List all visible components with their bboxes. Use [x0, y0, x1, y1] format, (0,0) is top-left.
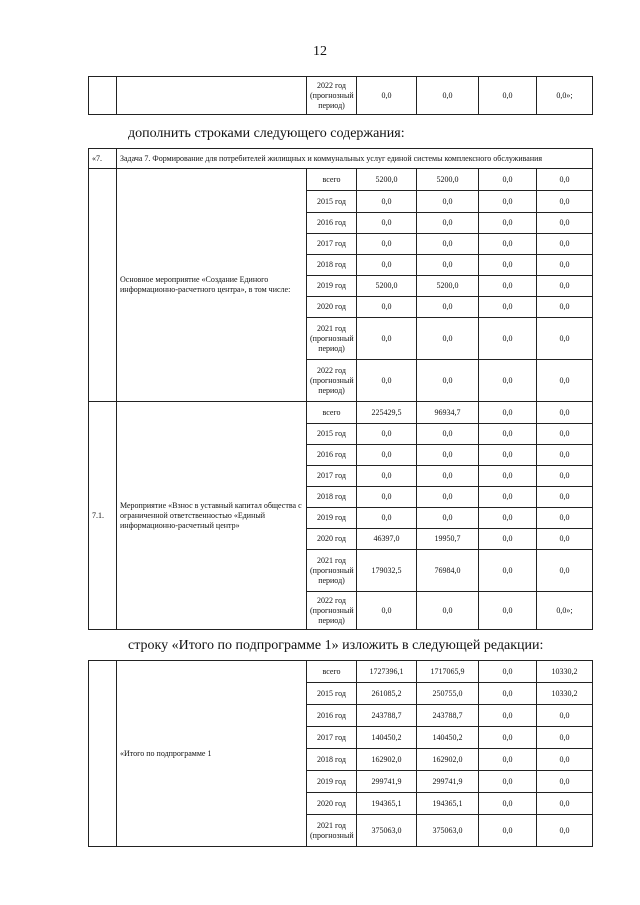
- instruction-add-rows: дополнить строками следующего содержания:: [128, 126, 405, 141]
- total-body: [89, 661, 593, 847]
- code-cell: [89, 77, 117, 115]
- task-code: «7.: [89, 149, 117, 169]
- value-cell: 0,0: [357, 445, 417, 466]
- value-cell: 0,0: [479, 77, 537, 115]
- code-cell: [89, 661, 117, 847]
- value-cell: 5200,0: [357, 169, 417, 191]
- value-cell: 5200,0: [357, 276, 417, 297]
- code-cell: [89, 169, 117, 402]
- value-cell: 0,0: [417, 234, 479, 255]
- period-cell: 2020 год: [307, 793, 357, 815]
- value-cell: 5200,0: [417, 276, 479, 297]
- value-cell: 0,0: [479, 592, 537, 630]
- name-cell: Мероприятие «Взнос в уставный капитал общества с ограниченной ответственностью «Единый информационно-расчетный центр»: [117, 402, 307, 630]
- value-cell: 0,0: [357, 466, 417, 487]
- event-71-body: [89, 402, 593, 630]
- value-cell: 140450,2: [357, 727, 417, 749]
- period-cell: 2019 год: [307, 508, 357, 529]
- period-cell: 2016 год: [307, 445, 357, 466]
- value-cell: 0,0: [537, 234, 593, 255]
- value-cell: 0,0: [537, 169, 593, 191]
- value-cell: 1717065,9: [417, 661, 479, 683]
- value-cell: 0,0: [537, 297, 593, 318]
- period-cell: всего: [307, 402, 357, 424]
- period-cell: 2018 год: [307, 255, 357, 276]
- total-table: [88, 660, 593, 847]
- value-cell: 179032,5: [357, 550, 417, 592]
- value-cell: 0,0: [357, 508, 417, 529]
- period-cell: 2016 год: [307, 705, 357, 727]
- value-cell: 0,0: [479, 213, 537, 234]
- value-cell: 0,0: [537, 466, 593, 487]
- value-cell: 0,0: [357, 191, 417, 213]
- value-cell: 194365,1: [357, 793, 417, 815]
- value-cell: 0,0: [479, 529, 537, 550]
- period-cell: 2021 год (прогнозный: [307, 815, 357, 847]
- value-cell: 0,0: [479, 360, 537, 402]
- value-cell: 0,0: [479, 191, 537, 213]
- value-cell: 0,0: [417, 592, 479, 630]
- period-cell: 2018 год: [307, 749, 357, 771]
- period-cell: 2015 год: [307, 191, 357, 213]
- period-cell: 2022 год (прогнозный период): [307, 360, 357, 402]
- value-cell: 0,0: [417, 318, 479, 360]
- value-cell: 0,0: [479, 445, 537, 466]
- value-cell: 0,0: [479, 487, 537, 508]
- value-cell: 0,0: [417, 487, 479, 508]
- value-cell: 0,0: [357, 234, 417, 255]
- task7-table: [88, 148, 593, 630]
- continued-table: [88, 76, 593, 115]
- value-cell: 0,0: [479, 318, 537, 360]
- value-cell: 0,0: [537, 402, 593, 424]
- period-cell: 2022 год (прогнозный период): [307, 592, 357, 630]
- period-cell: 2020 год: [307, 529, 357, 550]
- value-cell: 0,0: [479, 705, 537, 727]
- period-cell: 2017 год: [307, 466, 357, 487]
- page-number: 12: [313, 44, 327, 59]
- value-cell: 0,0: [537, 550, 593, 592]
- value-cell: 0,0: [479, 771, 537, 793]
- value-cell: 0,0: [479, 466, 537, 487]
- value-cell: 194365,1: [417, 793, 479, 815]
- value-cell: 0,0: [479, 276, 537, 297]
- name-cell: [117, 77, 307, 115]
- value-cell: 243788,7: [357, 705, 417, 727]
- value-cell: 0,0: [357, 360, 417, 402]
- value-cell: 0,0: [537, 529, 593, 550]
- task-row: [89, 149, 593, 169]
- instruction-replace-total: строку «Итого по подпрограмме 1» изложить в следующей редакции:: [128, 638, 544, 653]
- value-cell: 0,0: [417, 360, 479, 402]
- value-cell: 0,0: [479, 508, 537, 529]
- value-cell: 261085,2: [357, 683, 417, 705]
- period-cell: 2021 год (прогнозный период): [307, 318, 357, 360]
- value-cell: 0,0: [537, 213, 593, 234]
- value-cell: 0,0: [479, 815, 537, 847]
- value-cell: 0,0: [357, 297, 417, 318]
- period-cell: 2018 год: [307, 487, 357, 508]
- period-cell: 2017 год: [307, 234, 357, 255]
- value-cell: 76984,0: [417, 550, 479, 592]
- value-cell: 0,0: [417, 508, 479, 529]
- value-cell: 0,0: [537, 424, 593, 445]
- value-cell: 0,0: [417, 297, 479, 318]
- value-cell: 0,0: [537, 727, 593, 749]
- value-cell: 0,0: [357, 318, 417, 360]
- value-cell: 0,0: [537, 749, 593, 771]
- value-cell: 96934,7: [417, 402, 479, 424]
- value-cell: 0,0: [479, 749, 537, 771]
- value-cell: 0,0: [537, 191, 593, 213]
- period-cell: всего: [307, 169, 357, 191]
- value-cell: 10330,2: [537, 661, 593, 683]
- name-cell: «Итого по подпрограмме 1: [117, 661, 307, 847]
- value-cell: 0,0: [417, 445, 479, 466]
- value-cell: 0,0»;: [537, 77, 593, 115]
- period-cell: 2015 год: [307, 683, 357, 705]
- value-cell: 0,0: [479, 297, 537, 318]
- value-cell: 0,0: [537, 360, 593, 402]
- value-cell: 0,0: [479, 169, 537, 191]
- value-cell: 162902,0: [417, 749, 479, 771]
- period-cell: 2015 год: [307, 424, 357, 445]
- value-cell: 0,0: [537, 705, 593, 727]
- value-cell: 0,0: [417, 466, 479, 487]
- value-cell: 46397,0: [357, 529, 417, 550]
- code-cell: 7.1.: [89, 402, 117, 630]
- value-cell: 10330,2: [537, 683, 593, 705]
- value-cell: 0,0: [417, 191, 479, 213]
- value-cell: 0,0: [357, 255, 417, 276]
- period-cell: 2019 год: [307, 276, 357, 297]
- value-cell: 0,0: [537, 276, 593, 297]
- value-cell: 225429,5: [357, 402, 417, 424]
- period-cell: 2021 год (прогнозный период): [307, 550, 357, 592]
- table-row: [89, 661, 593, 683]
- value-cell: 19950,7: [417, 529, 479, 550]
- value-cell: 0,0: [417, 255, 479, 276]
- value-cell: 0,0: [537, 445, 593, 466]
- value-cell: 243788,7: [417, 705, 479, 727]
- period-cell: 2019 год: [307, 771, 357, 793]
- value-cell: 299741,9: [417, 771, 479, 793]
- value-cell: 0,0: [479, 683, 537, 705]
- value-cell: 0,0: [537, 487, 593, 508]
- value-cell: 140450,2: [417, 727, 479, 749]
- period-cell: 2022 год (прогнозный период): [307, 77, 357, 115]
- value-cell: 0,0: [357, 487, 417, 508]
- value-cell: 0,0: [417, 77, 479, 115]
- main-event-body: [89, 169, 593, 402]
- value-cell: 0,0: [537, 318, 593, 360]
- value-cell: 0,0: [479, 550, 537, 592]
- period-cell: всего: [307, 661, 357, 683]
- table-row: [89, 402, 593, 424]
- table-row: [89, 169, 593, 191]
- value-cell: 5200,0: [417, 169, 479, 191]
- value-cell: 375063,0: [417, 815, 479, 847]
- value-cell: 0,0: [537, 255, 593, 276]
- value-cell: 250755,0: [417, 683, 479, 705]
- period-cell: 2017 год: [307, 727, 357, 749]
- period-cell: 2016 год: [307, 213, 357, 234]
- period-cell: 2020 год: [307, 297, 357, 318]
- value-cell: 0,0: [479, 402, 537, 424]
- value-cell: 0,0: [479, 255, 537, 276]
- value-cell: 0,0: [537, 771, 593, 793]
- value-cell: 0,0: [537, 815, 593, 847]
- value-cell: 0,0: [357, 592, 417, 630]
- value-cell: 0,0: [479, 793, 537, 815]
- value-cell: 0,0: [357, 77, 417, 115]
- value-cell: 375063,0: [357, 815, 417, 847]
- value-cell: 0,0: [479, 234, 537, 255]
- value-cell: 0,0»;: [537, 592, 593, 630]
- value-cell: 0,0: [417, 213, 479, 234]
- value-cell: 0,0: [357, 213, 417, 234]
- value-cell: 299741,9: [357, 771, 417, 793]
- value-cell: 0,0: [479, 661, 537, 683]
- value-cell: 162902,0: [357, 749, 417, 771]
- value-cell: 0,0: [537, 793, 593, 815]
- value-cell: 1727396,1: [357, 661, 417, 683]
- table-row: [89, 77, 593, 115]
- value-cell: 0,0: [479, 727, 537, 749]
- name-cell: Основное мероприятие «Создание Единого информационно-расчетного центра», в том числе:: [117, 169, 307, 402]
- task-title: Задача 7. Формирование для потребителей жилищных и коммунальных услуг единой системы комплексного обслуживания: [117, 149, 593, 169]
- value-cell: 0,0: [357, 424, 417, 445]
- value-cell: 0,0: [479, 424, 537, 445]
- value-cell: 0,0: [537, 508, 593, 529]
- value-cell: 0,0: [417, 424, 479, 445]
